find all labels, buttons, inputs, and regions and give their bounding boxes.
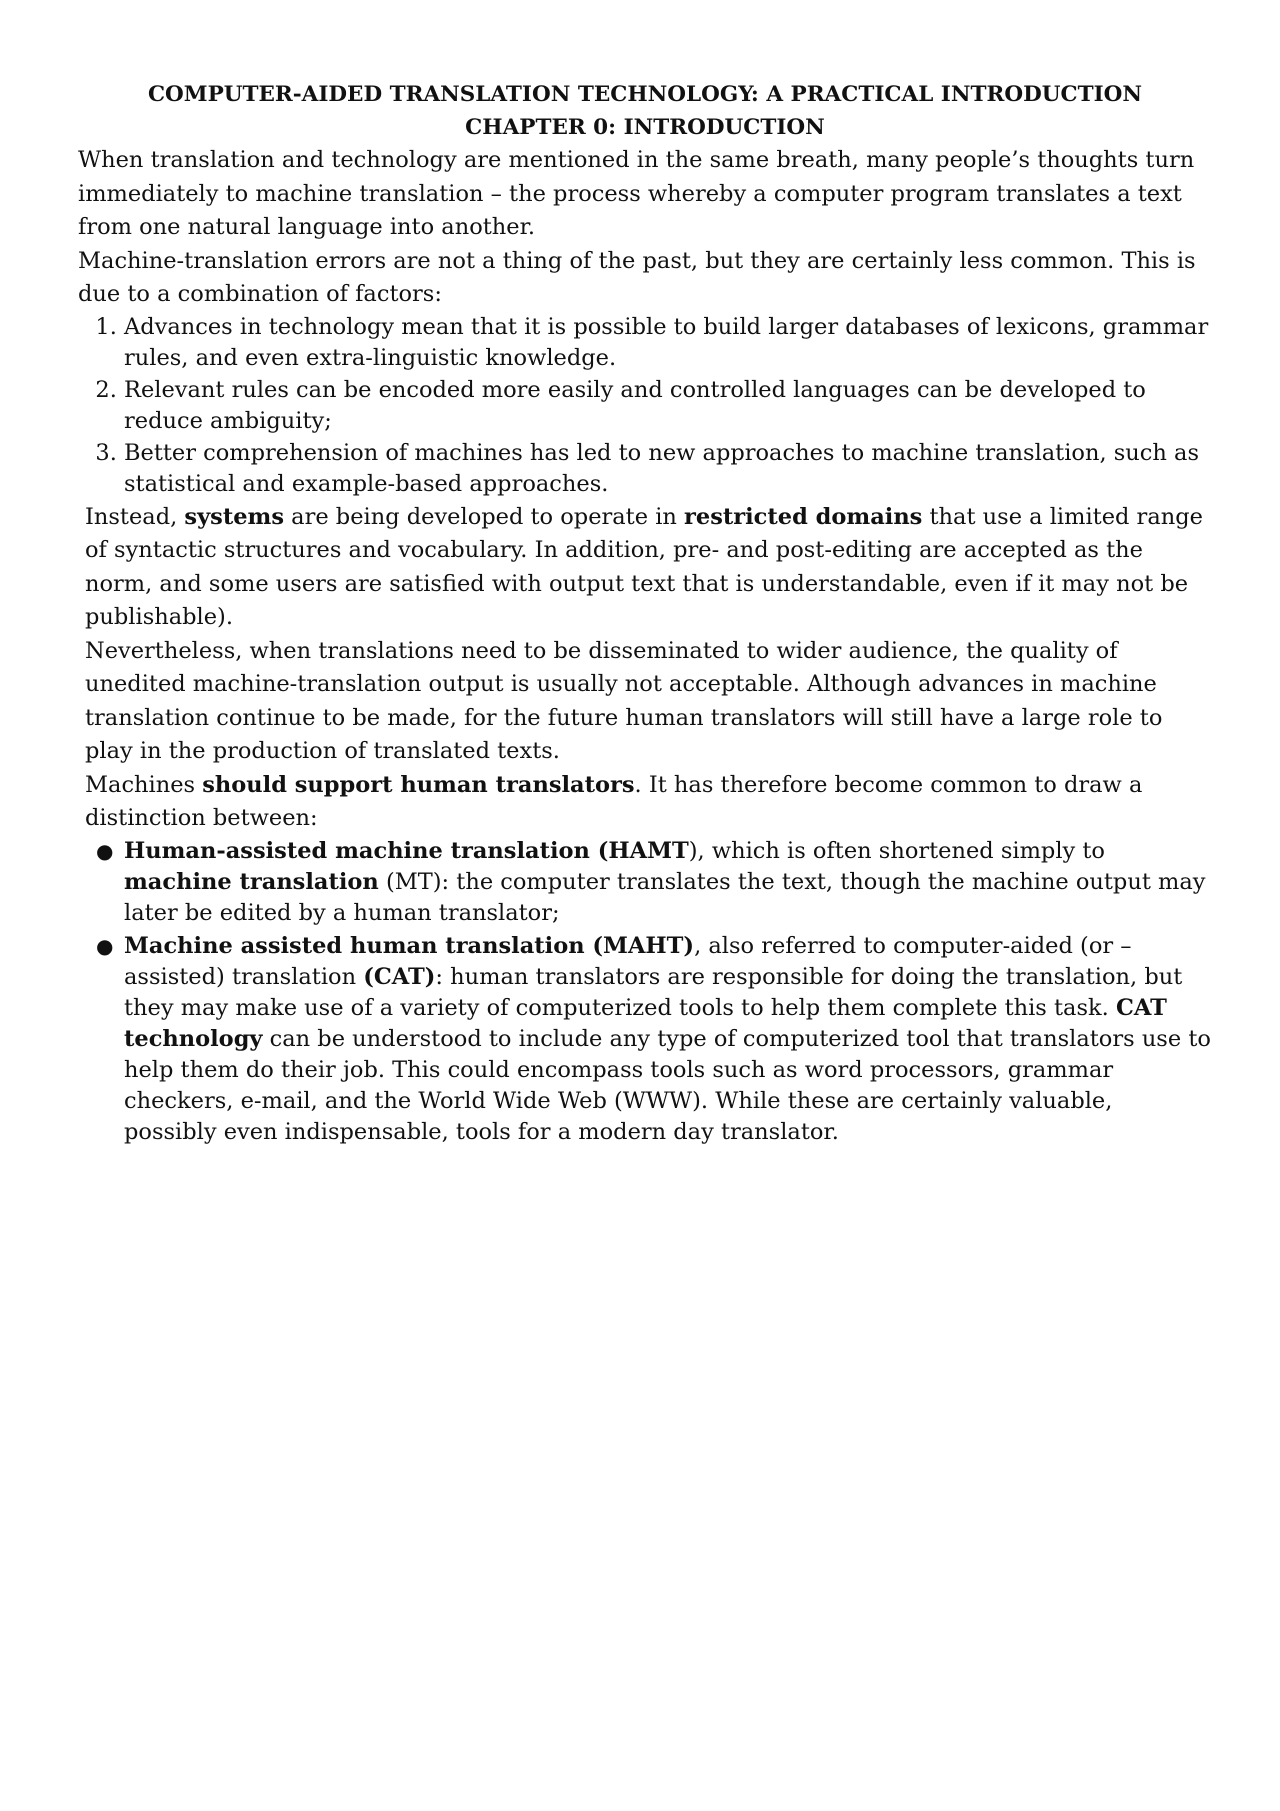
- document-page: [78, 78, 1212, 1150]
- paragraph-instead: Instead, systems are being developed to operate in restricted domains that use a limited range of syntactic structures and vocabulary. In addition, pre- and post-editing are accepted as the norm, and some users are satisfied with output text that is understandable, even if it may not be publishable).: [85, 503, 1203, 630]
- list-item: 2. Relevant rules can be encoded more easily and controlled languages can be developed to reduce ambiguity;: [124, 375, 1212, 437]
- list-item: 3. Better comprehension of machines has led to new approaches to machine translation, such as statistical and example-based approaches.: [124, 438, 1212, 500]
- paragraph-intro: When translation and technology are mentioned in the same breath, many people’s thoughts turn immediately to machine translation – the process whereby a computer program translates a text from one natural language into another.: [78, 147, 1195, 240]
- chapter-heading: CHAPTER 0: INTRODUCTION: [465, 115, 825, 140]
- list-item: ● Machine assisted human translation (MAHT), also referred to computer-aided (or –assisted) translation (CAT): human translators are responsible for doing the translation, but they may make use of a variety of computerized tools to help them complete this task. CAT technology can be understood to include any type of computerized tool that translators use to help them do their job. This could encompass tools such as word processors, grammar checkers, e-mail, and the World Wide Web (WWW). While these are certainly valuable, possibly even indispensable, tools for a modern day translator.: [96, 932, 1211, 1145]
- list-item: ● Human-assisted machine translation (HAMT), which is often shortened simply to machine translation (MT): the computer translates the text, though the machine output may later be edited by a human translator;: [96, 837, 1206, 926]
- bullet-icon: ●: [96, 933, 114, 958]
- document-title: COMPUTER-AIDED TRANSLATION TECHNOLOGY: A PRACTICAL INTRODUCTION: [147, 82, 1143, 107]
- paragraph-errors: Machine-translation errors are not a thing of the past, but they are certainly less common. This is due to a combination of factors:: [78, 247, 1196, 307]
- factors-list: [78, 312, 1212, 500]
- distinction-list: [78, 836, 1212, 1148]
- list-item: 1. Advances in technology mean that it is possible to build larger databases of lexicons, grammar rules, and even extra-linguistic knowledge.: [124, 312, 1212, 374]
- paragraph-nevertheless: Nevertheless, when translations need to be disseminated to wider audience, the quality of unedited machine-translation output is usually not acceptable. Although advances in machine translation continue to be made, for the future human translators will still have a large role to play in the production of translated texts.: [85, 637, 1163, 764]
- bullet-icon: ●: [96, 838, 114, 863]
- paragraph-machines: Machines should support human translators. It has therefore become common to draw a distinction between:: [85, 771, 1143, 831]
